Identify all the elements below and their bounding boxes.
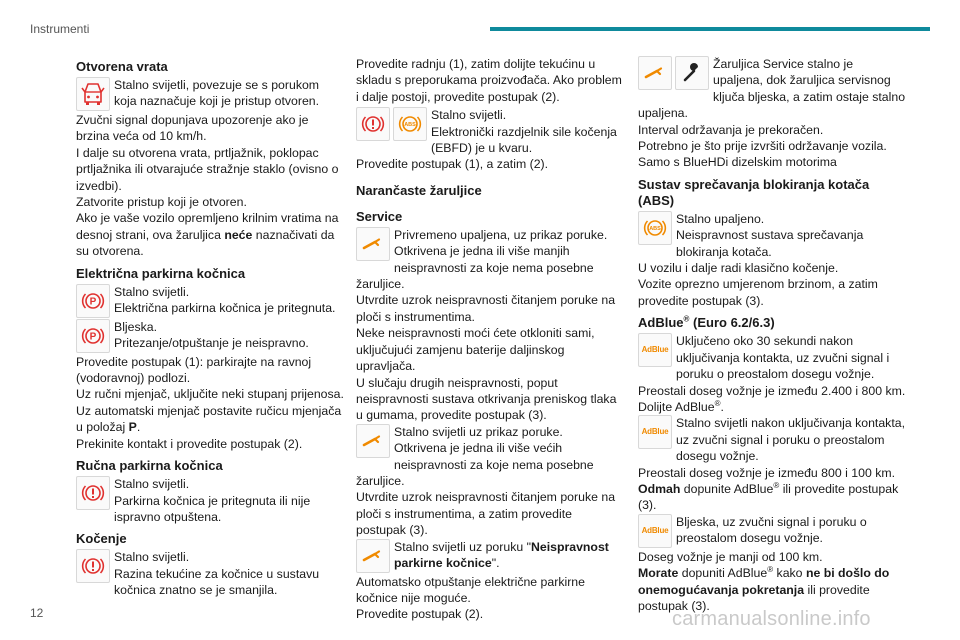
service-text-3: Utvrdite uzrok neispravnosti čitanjem poruke na ploči s instrumentima. xyxy=(356,293,616,324)
open-doors-text-5: Ako je vaše vozilo opremljeno krilnim vratima na desnoj strani, ova žaruljica neće naznačivati da su otvorena. xyxy=(76,211,339,259)
epb-fault-text-3: Provedite postupak (2). xyxy=(356,607,484,622)
major-fault-text-2: Otkrivena je jedna ili više većih neispravnosti za koje nema posebne žaruljice. xyxy=(356,441,594,488)
section-title-hand-brake: Ručna parkirna kočnica xyxy=(76,458,223,474)
page-number: 12 xyxy=(30,606,44,620)
svg-text:ABS: ABS xyxy=(649,225,661,232)
svg-text:P: P xyxy=(89,331,97,343)
adblue-text-2: Preostali doseg vožnje je između 2.400 i 800 km. xyxy=(638,383,906,398)
adblue-text-4: Stalno svijetli nakon uključivanja kontakta, uz zvučni signal i poruku o preostalom dosegu vožnje. xyxy=(676,416,905,464)
service-text-4: Neke neispravnosti moći ćete otkloniti sami, uključujući zamjenu baterije daljinskog upravljača. xyxy=(356,326,595,374)
parking-brake-icon xyxy=(76,319,110,353)
section-title-abs: Sustav sprečavanja blokiranja kotača (ABS) xyxy=(638,176,870,208)
maintenance-text-3: Potrebno je što prije izvršiti održavanje vozila. xyxy=(638,139,887,154)
epb-text-2: Električna parkirna kočnica je pritegnuta. xyxy=(114,301,336,316)
header-accent-bar xyxy=(490,27,930,31)
maintenance-text-1: Žaruljica Service stalno je upaljena, dok žaruljica servisnog ključa bljeska, a zatim ostaje stalno upaljena. xyxy=(638,57,906,121)
major-fault-text-1: Stalno svijetli uz prikaz poruke. xyxy=(394,424,563,439)
wrench-icon xyxy=(638,56,672,90)
column-3 xyxy=(638,56,906,614)
wrench-icon xyxy=(356,424,390,458)
maintenance-text-4: Samo s BlueHDi dizelskim motorima xyxy=(638,155,837,170)
section-title-open-doors: Otvorena vrata xyxy=(76,59,168,74)
parking-brake-icon xyxy=(76,284,110,318)
epb-text-1: Stalno svijetli. xyxy=(114,284,190,299)
open-door-icon xyxy=(76,77,110,111)
wrench-icon xyxy=(356,227,390,261)
section-title-service: Service xyxy=(356,208,403,224)
epb-text-6: Uz ručni mjenjač, uključite neki stupanj prijenosa. xyxy=(76,387,344,402)
column-1 xyxy=(76,56,344,599)
adblue-icon: AdBlue xyxy=(638,514,672,548)
adblue-text-1: Uključeno oko 30 sekundi nakon uključivanja kontakta, uz zvučni signal i poruku o preostalom dosegu vožnje. xyxy=(676,334,890,382)
epb-text-5: Provedite postupak (1): parkirajte na ravnoj (vodoravnoj) podlozi. xyxy=(76,354,312,386)
maintenance-text-2: Interval održavanja je prekoračen. xyxy=(638,122,824,137)
open-doors-text-2: Zvučni signal dopunjava upozorenje ako je brzina veća od 10 km/h. xyxy=(76,113,309,144)
adblue-text-6: Odmah dopunite AdBlue® ili provedite postupak (3). xyxy=(638,480,899,513)
abs-text-3: U vozilu i dalje radi klasično kočenje. xyxy=(638,261,839,276)
section-title-electric-parking-brake: Električna parkirna kočnica xyxy=(76,265,246,281)
epb-fault-text: Stalno svijetli uz poruku "Neispravnost parkirne kočnice". xyxy=(394,539,609,570)
hand-brake-text-2: Parkirna kočnica je pritegnuta ili nije ispravno otpuštena. xyxy=(114,493,311,524)
major-fault-text-3: Utvrdite uzrok neispravnosti čitanjem poruke na ploči s instrumentima, a zatim provedite postupak (3). xyxy=(356,490,616,538)
abs-text-4: Vozite oprezno umjerenom brzinom, a zatim provedite postupak (3). xyxy=(638,277,878,308)
adblue-text-8: Doseg vožnje je manji od 100 km. xyxy=(638,549,823,564)
epb-text-4: Pritezanje/otpuštanje je neispravno. xyxy=(114,336,309,351)
wrench-icon xyxy=(356,539,390,573)
brake-warning-icon xyxy=(76,549,110,583)
ebfd-text-3: Provedite postupak (1), a zatim (2). xyxy=(356,157,549,172)
adblue-text-5: Preostali doseg vožnje je između 800 i 100 km. xyxy=(638,465,896,480)
column-2 xyxy=(356,56,624,623)
adblue-text-3: Dolijte AdBlue®. xyxy=(638,398,724,414)
abs-text-2: Neispravnost sustava sprečavanja blokiranja kotača. xyxy=(676,228,864,259)
abs-icon xyxy=(393,107,427,141)
section-title-brakes: Kočenje xyxy=(76,531,127,547)
brake-fluid-text: Provedite radnju (1), zatim dolijte tekućinu u skladu s preporukama proizvođača. Ako problem i dalje postoji, provedite postupak (2). xyxy=(356,57,622,104)
adblue-icon: AdBlue xyxy=(638,415,672,449)
service-text-5: U slučaju drugih neispravnosti, poput neispravnosti sustava otkrivanja preniskog tlaka u gumama, provedite postupak (3). xyxy=(356,375,617,423)
section-title-adblue: AdBlue® (Euro 6.2/6.3) xyxy=(638,314,775,331)
open-doors-text-4: Zatvorite pristup koji je otvoren. xyxy=(76,195,247,210)
watermark: carmanualsonline.info xyxy=(672,608,871,630)
ebfd-text-1: Stalno svijetli. xyxy=(431,108,507,123)
adblue-text-7: Bljeska, uz zvučni signal i poruku o preostalom dosegu vožnje. xyxy=(676,514,867,546)
section-title-orange-lamps: Narančaste žaruljice xyxy=(356,182,482,198)
brakes-text-2: Razina tekućine za kočnice u sustavu kočnica znatno se je smanjila. xyxy=(114,566,320,598)
abs-text-1: Stalno upaljeno. xyxy=(676,211,765,226)
brake-warning-icon xyxy=(356,107,390,141)
epb-text-3: Bljeska. xyxy=(114,319,158,334)
open-doors-text-3: I dalje su otvorena vrata, prtljažnik, poklopac prtljažnika ili otvarajuće stražnje staklo (ovisno o izvedbi). xyxy=(76,145,339,193)
ebfd-text-2: Elektronički razdjelnik sile kočenja (EBFD) je u kvaru. xyxy=(431,124,617,156)
brake-warning-icon xyxy=(76,476,110,510)
hand-brake-text-1: Stalno svijetli. xyxy=(114,477,190,492)
adblue-icon: AdBlue xyxy=(638,333,672,367)
epb-text-8: Prekinite kontakt i provedite postupak (2). xyxy=(76,436,303,451)
svg-text:ABS: ABS xyxy=(404,122,416,129)
brakes-text-1: Stalno svijetli. xyxy=(114,550,190,565)
adblue-text-9: Morate dopuniti AdBlue® kako ne bi došlo do onemogućavanja pokretanja ili provedite postupak (3). xyxy=(638,565,890,613)
epb-fault-text-2: Automatsko otpuštanje električne parkirne kočnice nije moguće. xyxy=(356,574,585,605)
abs-icon xyxy=(638,211,672,245)
open-doors-text-1: Stalno svijetli, povezuje se s porukom koja naznačuje koji je pristup otvoren. xyxy=(114,78,320,109)
service-text-2: Otkrivena je jedna ili više manjih neispravnosti za koje nema posebne žaruljice. xyxy=(356,244,594,292)
service-text-1: Privremeno upaljena, uz prikaz poruke. xyxy=(394,227,608,242)
epb-text-7: Uz automatski mjenjač postavite ručicu mjenjača u položaj P. xyxy=(76,403,342,435)
spanner-icon xyxy=(675,56,709,90)
header-title: Instrumenti xyxy=(30,22,90,36)
svg-text:P: P xyxy=(89,296,97,308)
